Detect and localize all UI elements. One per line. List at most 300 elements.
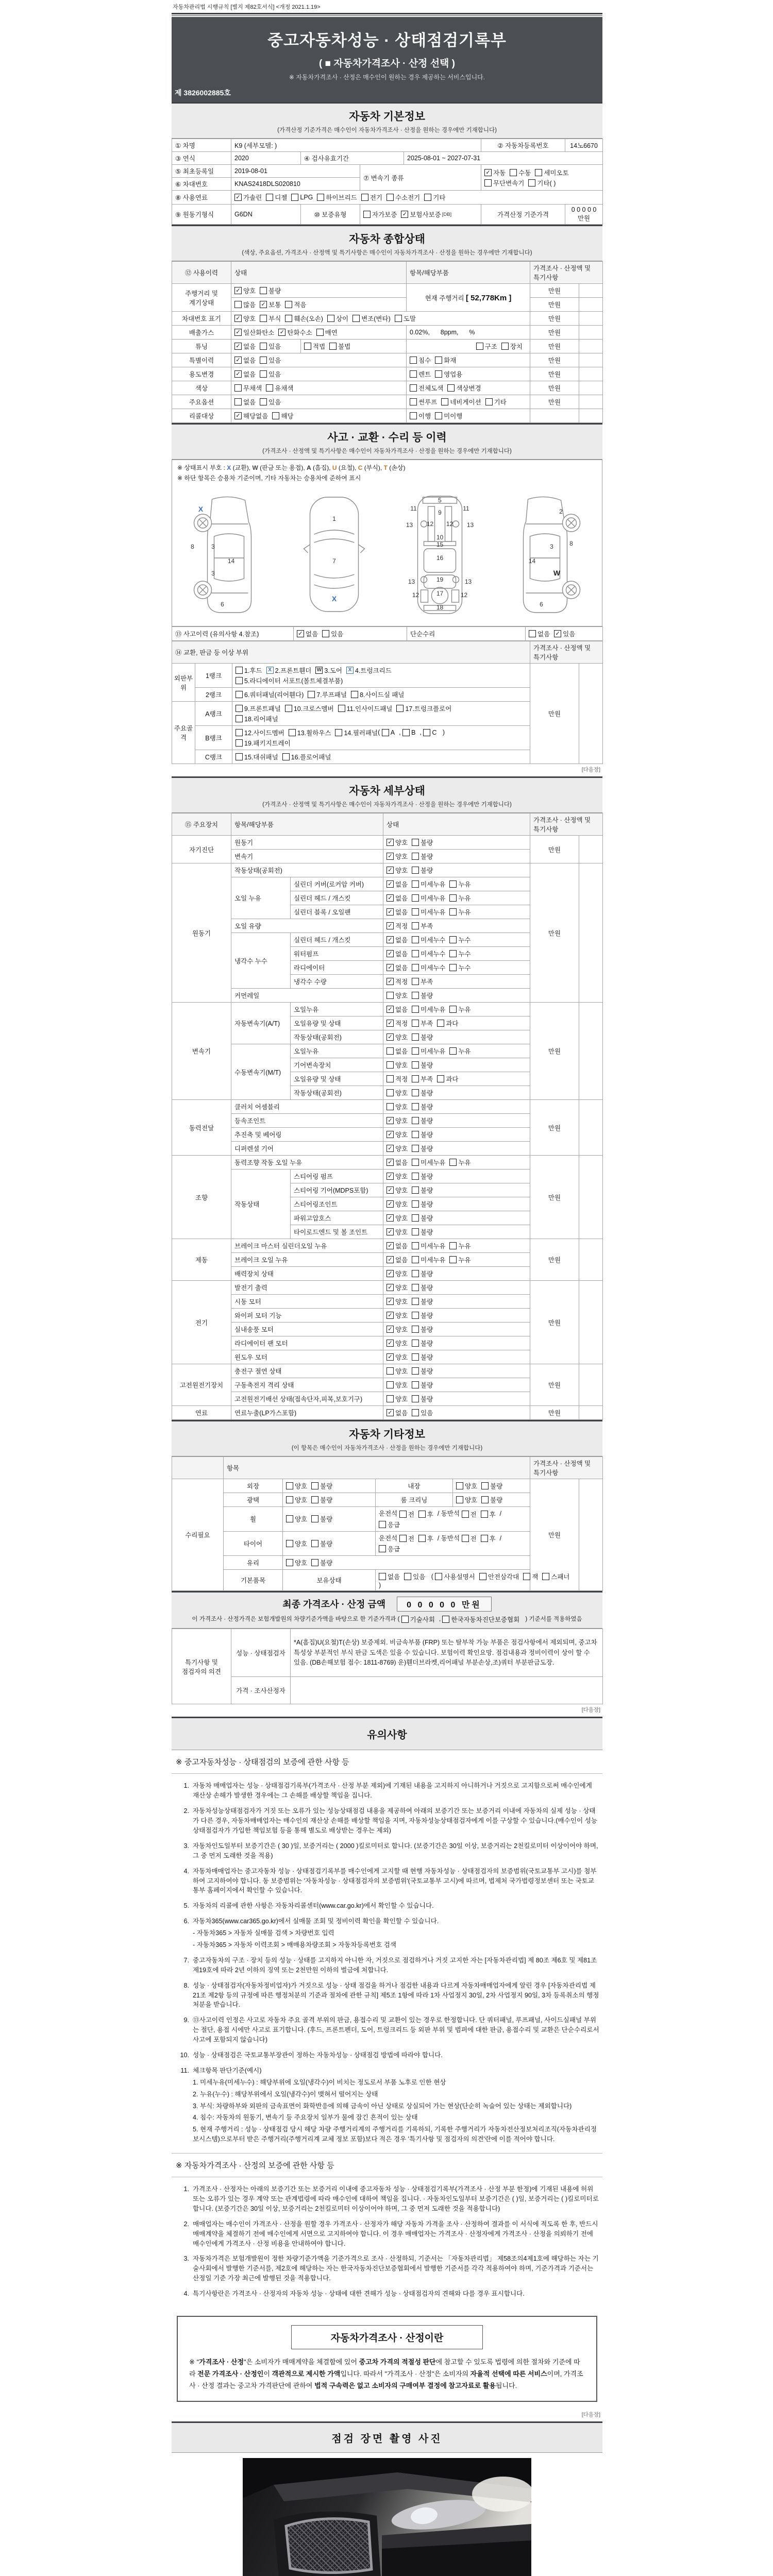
checkbox-box-icon[interactable] (412, 1409, 419, 1416)
checkbox-box-icon[interactable]: ✓ (386, 1145, 394, 1152)
checkbox-box-icon[interactable] (285, 315, 292, 322)
checkbox-box-icon[interactable] (435, 412, 442, 419)
checkbox-item[interactable] (286, 1558, 307, 1567)
checkbox-item[interactable] (412, 1366, 433, 1376)
checkbox-box-icon[interactable] (418, 1535, 426, 1542)
checkbox-item[interactable] (386, 1380, 408, 1389)
checkbox-box-icon[interactable] (412, 1103, 419, 1110)
checkbox-box-icon[interactable]: ✓ (386, 922, 394, 929)
checkbox-box-icon[interactable] (260, 315, 267, 322)
checkbox-box-icon[interactable] (327, 315, 334, 322)
checkbox-box-icon[interactable] (260, 287, 267, 294)
checkbox-box-icon[interactable] (412, 1173, 419, 1180)
checkbox-item[interactable] (535, 168, 568, 177)
checkbox-box-icon[interactable] (412, 1367, 419, 1375)
checkbox-box-icon[interactable]: ✓ (386, 1298, 394, 1305)
checkbox-item[interactable] (234, 383, 262, 393)
checkbox-box-icon[interactable] (449, 1047, 457, 1055)
checkbox-item[interactable] (386, 1019, 408, 1028)
checkbox-item[interactable] (412, 991, 433, 1000)
checkbox-item[interactable] (410, 369, 431, 379)
checkbox-item[interactable] (266, 383, 293, 393)
checkbox-box-icon[interactable]: ✓ (386, 1200, 394, 1208)
checkbox-item[interactable] (234, 369, 256, 379)
checkbox-item[interactable] (386, 1046, 408, 1056)
checkbox-item[interactable] (311, 1514, 332, 1523)
checkbox-item[interactable] (399, 1534, 414, 1543)
checkbox-box-icon[interactable]: ✓ (278, 329, 285, 336)
checkbox-box-icon[interactable] (481, 1511, 488, 1518)
checkbox-item[interactable] (386, 1408, 408, 1417)
checkbox-box-icon[interactable]: ✓ (234, 315, 242, 322)
checkbox-box-icon[interactable] (260, 398, 267, 405)
checkbox-box-icon[interactable] (404, 1573, 411, 1580)
checkbox-item[interactable] (449, 1255, 470, 1264)
checkbox-box-icon[interactable] (412, 992, 419, 999)
checkbox-item[interactable] (386, 1297, 408, 1306)
checkbox-item[interactable] (236, 738, 291, 748)
checkbox-box-icon[interactable] (476, 343, 483, 350)
checkbox-item[interactable] (386, 1116, 408, 1125)
checkbox-box-icon[interactable]: ✓ (386, 1117, 394, 1124)
checkbox-box-icon[interactable] (401, 1616, 409, 1623)
checkbox-box-icon[interactable] (402, 729, 410, 736)
checkbox-box-icon[interactable] (462, 1511, 469, 1518)
checkbox-box-icon[interactable] (386, 1367, 394, 1375)
checkbox-box-icon[interactable] (412, 1312, 419, 1319)
checkbox-item[interactable] (435, 1572, 475, 1581)
checkbox-box-icon[interactable] (311, 1482, 318, 1489)
checkbox-item[interactable] (542, 1572, 569, 1581)
checkbox-item[interactable] (449, 1005, 470, 1014)
checkbox-item[interactable] (338, 704, 393, 713)
checkbox-item[interactable] (386, 921, 408, 930)
checkbox-item[interactable] (479, 1572, 519, 1581)
checkbox-item[interactable] (481, 1510, 496, 1519)
checkbox-box-icon[interactable]: ✓ (386, 1409, 394, 1416)
checkbox-item[interactable] (316, 328, 338, 337)
checkbox-box-icon[interactable] (447, 384, 455, 392)
checkbox-item[interactable] (386, 1130, 408, 1139)
checkbox-item[interactable] (322, 629, 343, 638)
checkbox-box-icon[interactable] (412, 1061, 419, 1069)
checkbox-item[interactable] (412, 1297, 433, 1306)
checkbox-item[interactable] (236, 666, 262, 675)
checkbox-box-icon[interactable]: ✓ (386, 894, 394, 902)
checkbox-box-icon[interactable] (449, 1159, 457, 1166)
checkbox-item[interactable] (412, 1325, 433, 1334)
checkbox-item[interactable] (386, 977, 408, 986)
checkbox-box-icon[interactable] (484, 179, 492, 187)
checkbox-box-icon[interactable]: ✓ (386, 964, 394, 971)
checkbox-box-icon[interactable]: ✓ (386, 936, 394, 943)
checkbox-item[interactable] (449, 1046, 470, 1056)
checkbox-item[interactable] (412, 866, 433, 875)
checkbox-box-icon[interactable]: ✓ (386, 1033, 394, 1041)
checkbox-item[interactable] (404, 1572, 425, 1581)
checkbox-item[interactable] (386, 1185, 408, 1195)
checkbox-box-icon[interactable] (449, 894, 457, 902)
checkbox-item[interactable] (236, 704, 281, 713)
checkbox-item[interactable] (402, 729, 415, 736)
checkbox-box-icon[interactable] (535, 169, 542, 176)
checkbox-item[interactable] (386, 1144, 408, 1153)
checkbox-box-icon[interactable] (285, 301, 292, 308)
checkbox-item[interactable] (386, 935, 408, 944)
checkbox-box-icon[interactable] (236, 705, 243, 712)
checkbox-box-icon[interactable] (410, 384, 417, 392)
checkbox-item[interactable] (412, 893, 445, 903)
checkbox-box-icon[interactable]: ✓ (234, 329, 242, 336)
checkbox-box-icon[interactable] (412, 894, 419, 902)
checkbox-item[interactable] (528, 178, 556, 188)
checkbox-box-icon[interactable] (311, 1496, 318, 1503)
checkbox-item[interactable] (412, 1269, 433, 1278)
checkbox-item[interactable] (410, 383, 443, 393)
checkbox-item[interactable] (418, 1534, 433, 1543)
checkbox-item[interactable] (554, 629, 575, 638)
checkbox-box-icon[interactable] (435, 357, 442, 364)
checkbox-item[interactable] (386, 1338, 408, 1348)
checkbox-box-icon[interactable] (437, 1020, 444, 1027)
checkbox-box-icon[interactable] (435, 1573, 442, 1580)
checkbox-item[interactable] (236, 714, 278, 723)
checkbox-item[interactable] (317, 193, 357, 202)
checkbox-item[interactable] (449, 963, 470, 972)
checkbox-item[interactable] (412, 1074, 433, 1083)
checkbox-box-icon[interactable] (395, 315, 402, 322)
checkbox-item[interactable] (379, 1544, 400, 1553)
checkbox-item[interactable] (386, 866, 408, 875)
checkbox-item[interactable] (386, 963, 408, 972)
checkbox-item[interactable] (396, 704, 451, 713)
checkbox-box-icon[interactable] (379, 1573, 386, 1580)
checkbox-item[interactable] (386, 1102, 408, 1111)
mark-x-icon[interactable]: X (346, 667, 354, 674)
checkbox-item[interactable] (386, 1088, 408, 1097)
checkbox-item[interactable] (260, 314, 281, 323)
checkbox-box-icon[interactable] (412, 1047, 419, 1055)
checkbox-item[interactable] (285, 704, 334, 713)
checkbox-box-icon[interactable] (412, 1089, 419, 1096)
checkbox-box-icon[interactable] (435, 370, 442, 378)
checkbox-item[interactable] (412, 1116, 433, 1125)
checkbox-item[interactable] (363, 210, 397, 219)
checkbox-item[interactable] (382, 729, 395, 736)
checkbox-item[interactable] (386, 1241, 408, 1250)
checkbox-item[interactable] (412, 935, 445, 944)
checkbox-item[interactable] (449, 1241, 470, 1250)
checkbox-box-icon[interactable] (412, 1353, 419, 1361)
checkbox-item[interactable] (285, 314, 323, 323)
checkbox-box-icon[interactable]: ✓ (484, 169, 492, 176)
checkbox-item[interactable] (266, 193, 287, 202)
checkbox-item[interactable] (410, 355, 431, 365)
checkbox-item[interactable] (234, 286, 256, 295)
checkbox-item[interactable] (423, 729, 436, 736)
checkbox-item[interactable] (260, 300, 281, 309)
checkbox-box-icon[interactable] (410, 412, 417, 419)
checkbox-box-icon[interactable] (361, 194, 368, 201)
checkbox-box-icon[interactable] (449, 964, 457, 971)
checkbox-box-icon[interactable] (234, 384, 242, 392)
checkbox-item[interactable] (501, 342, 523, 351)
checkbox-item[interactable] (523, 1572, 538, 1581)
checkbox-box-icon[interactable] (412, 1117, 419, 1124)
checkbox-item[interactable] (437, 1074, 458, 1083)
checkbox-item[interactable] (260, 369, 281, 379)
checkbox-box-icon[interactable] (412, 936, 419, 943)
checkbox-item[interactable] (386, 949, 408, 958)
checkbox-item[interactable] (481, 1481, 502, 1490)
checkbox-item[interactable] (266, 666, 312, 675)
checkbox-box-icon[interactable]: ✓ (386, 1131, 394, 1138)
checkbox-box-icon[interactable] (352, 315, 360, 322)
checkbox-item[interactable] (379, 1520, 400, 1529)
checkbox-box-icon[interactable]: ✓ (386, 1340, 394, 1347)
checkbox-item[interactable] (234, 314, 256, 323)
checkbox-item[interactable] (278, 328, 312, 337)
checkbox-box-icon[interactable]: ✓ (234, 343, 242, 350)
checkbox-box-icon[interactable] (412, 922, 419, 929)
checkbox-item[interactable] (352, 314, 391, 323)
checkbox-item[interactable] (304, 342, 325, 351)
mark-x-icon[interactable]: X (266, 667, 274, 674)
checkbox-box-icon[interactable] (289, 729, 296, 736)
checkbox-item[interactable] (297, 629, 318, 638)
checkbox-box-icon[interactable] (236, 729, 243, 736)
checkbox-box-icon[interactable] (442, 1616, 449, 1623)
checkbox-box-icon[interactable] (291, 194, 298, 201)
checkbox-item[interactable] (435, 355, 456, 365)
checkbox-box-icon[interactable]: ✓ (386, 880, 394, 888)
checkbox-item[interactable] (386, 1158, 408, 1167)
checkbox-box-icon[interactable] (266, 384, 273, 392)
checkbox-item[interactable] (412, 1102, 433, 1111)
checkbox-item[interactable] (386, 1255, 408, 1264)
checkbox-item[interactable] (386, 879, 408, 889)
checkbox-box-icon[interactable] (316, 329, 324, 336)
checkbox-item[interactable] (311, 1495, 332, 1504)
checkbox-item[interactable] (234, 342, 256, 351)
checkbox-item[interactable] (308, 690, 347, 699)
checkbox-item[interactable] (412, 838, 433, 847)
checkbox-item[interactable] (272, 411, 293, 420)
checkbox-item[interactable] (234, 300, 256, 309)
checkbox-box-icon[interactable] (234, 398, 242, 405)
checkbox-box-icon[interactable] (412, 1131, 419, 1138)
checkbox-box-icon[interactable] (510, 169, 517, 176)
checkbox-item[interactable] (462, 1510, 477, 1519)
checkbox-box-icon[interactable] (304, 343, 311, 350)
checkbox-item[interactable] (234, 397, 256, 406)
checkbox-box-icon[interactable] (286, 1496, 293, 1503)
checkbox-box-icon[interactable] (529, 630, 536, 637)
checkbox-box-icon[interactable] (423, 729, 430, 736)
checkbox-item[interactable] (412, 977, 433, 986)
checkbox-box-icon[interactable]: ✓ (386, 908, 394, 916)
checkbox-item[interactable] (412, 1185, 433, 1195)
checkbox-box-icon[interactable] (322, 630, 329, 637)
checkbox-box-icon[interactable]: ✓ (386, 1187, 394, 1194)
checkbox-box-icon[interactable]: ✓ (386, 1353, 394, 1361)
checkbox-box-icon[interactable] (412, 1200, 419, 1208)
checkbox-item[interactable] (234, 193, 262, 202)
checkbox-item[interactable] (291, 194, 313, 201)
checkbox-box-icon[interactable] (386, 1089, 394, 1096)
checkbox-box-icon[interactable]: ✓ (386, 1270, 394, 1277)
checkbox-item[interactable] (412, 1144, 433, 1153)
checkbox-box-icon[interactable] (260, 370, 267, 378)
checkbox-box-icon[interactable] (386, 992, 394, 999)
checkbox-box-icon[interactable] (449, 1256, 457, 1263)
checkbox-box-icon[interactable] (412, 1145, 419, 1152)
checkbox-item[interactable] (386, 1227, 408, 1236)
checkbox-box-icon[interactable]: ✓ (386, 1020, 394, 1027)
checkbox-item[interactable] (412, 1380, 433, 1389)
checkbox-item[interactable] (386, 1269, 408, 1278)
checkbox-item[interactable] (412, 1408, 433, 1417)
checkbox-box-icon[interactable]: ✓ (554, 630, 561, 637)
checkbox-item[interactable] (449, 893, 470, 903)
checkbox-item[interactable] (412, 1394, 433, 1403)
checkbox-box-icon[interactable] (424, 194, 431, 201)
checkbox-item[interactable] (510, 168, 531, 177)
checkbox-item[interactable] (412, 1227, 433, 1236)
checkbox-item[interactable] (449, 949, 470, 958)
checkbox-item[interactable] (456, 1481, 477, 1490)
checkbox-box-icon[interactable] (282, 753, 290, 760)
checkbox-box-icon[interactable] (363, 211, 371, 218)
checkbox-item[interactable] (412, 1283, 433, 1292)
checkbox-item[interactable] (412, 1046, 445, 1056)
checkbox-item[interactable] (329, 342, 350, 351)
checkbox-item[interactable] (311, 1481, 332, 1490)
checkbox-item[interactable] (286, 1539, 307, 1548)
checkbox-item[interactable] (386, 1352, 408, 1362)
checkbox-item[interactable] (399, 1510, 414, 1519)
checkbox-box-icon[interactable] (410, 370, 417, 378)
checkbox-item[interactable] (386, 852, 408, 861)
checkbox-item[interactable] (260, 355, 281, 365)
checkbox-item[interactable] (395, 314, 416, 323)
checkbox-item[interactable] (412, 1172, 433, 1181)
checkbox-box-icon[interactable] (523, 1573, 530, 1580)
checkbox-item[interactable] (412, 1060, 433, 1070)
checkbox-item[interactable] (386, 991, 408, 1000)
checkbox-box-icon[interactable] (260, 357, 267, 364)
checkbox-item[interactable] (412, 907, 445, 917)
checkbox-box-icon[interactable] (236, 739, 243, 747)
checkbox-item[interactable] (386, 193, 420, 202)
checkbox-box-icon[interactable]: ✓ (386, 853, 394, 860)
checkbox-item[interactable] (412, 852, 433, 861)
checkbox-item[interactable] (236, 676, 343, 685)
checkbox-box-icon[interactable]: ✓ (386, 1173, 394, 1180)
checkbox-box-icon[interactable]: ✓ (386, 978, 394, 985)
checkbox-box-icon[interactable]: ✓ (386, 1242, 394, 1249)
checkbox-box-icon[interactable] (386, 1103, 394, 1110)
checkbox-item[interactable] (311, 1539, 332, 1548)
checkbox-box-icon[interactable] (412, 853, 419, 860)
checkbox-item[interactable] (441, 397, 481, 406)
checkbox-item[interactable] (351, 690, 404, 699)
checkbox-box-icon[interactable] (412, 964, 419, 971)
checkbox-item[interactable] (412, 1019, 433, 1028)
checkbox-box-icon[interactable] (236, 691, 243, 698)
checkbox-item[interactable] (435, 369, 462, 379)
checkbox-box-icon[interactable]: ✓ (297, 630, 304, 637)
checkbox-item[interactable] (260, 342, 281, 351)
checkbox-item[interactable] (286, 1514, 307, 1523)
checkbox-box-icon[interactable]: ✓ (234, 357, 242, 364)
checkbox-box-icon[interactable] (412, 1228, 419, 1235)
checkbox-box-icon[interactable] (462, 1535, 469, 1542)
checkbox-item[interactable] (379, 1572, 400, 1581)
checkbox-box-icon[interactable] (379, 1521, 386, 1528)
checkbox-item[interactable] (327, 314, 348, 323)
checkbox-box-icon[interactable]: ✓ (386, 1159, 394, 1166)
checkbox-box-icon[interactable]: ✓ (386, 1006, 394, 1013)
checkbox-box-icon[interactable] (412, 1187, 419, 1194)
checkbox-item[interactable] (386, 1074, 408, 1083)
checkbox-box-icon[interactable] (351, 691, 358, 698)
checkbox-item[interactable] (386, 893, 408, 903)
checkbox-box-icon[interactable] (236, 715, 243, 722)
checkbox-box-icon[interactable] (412, 1159, 419, 1166)
checkbox-box-icon[interactable] (449, 1006, 457, 1013)
checkbox-box-icon[interactable] (266, 194, 273, 201)
checkbox-box-icon[interactable]: ✓ (234, 370, 242, 378)
checkbox-item[interactable] (386, 1032, 408, 1042)
checkbox-box-icon[interactable]: ✓ (386, 1326, 394, 1333)
checkbox-box-icon[interactable] (386, 1395, 394, 1402)
mark-w-icon[interactable]: W (315, 667, 323, 674)
checkbox-item[interactable] (412, 1158, 445, 1167)
checkbox-box-icon[interactable] (501, 343, 509, 350)
checkbox-item[interactable] (449, 1158, 470, 1167)
checkbox-item[interactable] (234, 328, 274, 337)
checkbox-item[interactable] (529, 629, 550, 638)
checkbox-item[interactable] (282, 752, 331, 761)
checkbox-box-icon[interactable] (412, 1214, 419, 1222)
checkbox-item[interactable] (386, 1060, 408, 1070)
checkbox-item[interactable] (386, 907, 408, 917)
checkbox-box-icon[interactable] (412, 1298, 419, 1305)
checkbox-box-icon[interactable] (234, 301, 242, 308)
checkbox-item[interactable] (412, 1352, 433, 1362)
checkbox-box-icon[interactable] (528, 179, 535, 187)
checkbox-item[interactable] (386, 1325, 408, 1334)
checkbox-box-icon[interactable] (329, 343, 337, 350)
checkbox-item[interactable] (410, 411, 431, 420)
checkbox-box-icon[interactable]: ✓ (386, 1284, 394, 1291)
checkbox-box-icon[interactable]: ✓ (234, 194, 242, 201)
checkbox-box-icon[interactable] (412, 1033, 419, 1041)
checkbox-item[interactable] (449, 935, 470, 944)
checkbox-item[interactable] (386, 1366, 408, 1376)
checkbox-box-icon[interactable]: ✓ (386, 839, 394, 846)
checkbox-item[interactable] (234, 411, 268, 420)
checkbox-box-icon[interactable] (386, 1047, 394, 1055)
checkbox-box-icon[interactable] (386, 1061, 394, 1069)
checkbox-box-icon[interactable] (317, 194, 324, 201)
checkbox-box-icon[interactable]: ✓ (260, 301, 267, 308)
checkbox-item[interactable] (484, 178, 524, 188)
checkbox-box-icon[interactable]: ✓ (234, 287, 242, 294)
checkbox-item[interactable] (361, 193, 382, 202)
checkbox-item[interactable] (236, 728, 284, 737)
